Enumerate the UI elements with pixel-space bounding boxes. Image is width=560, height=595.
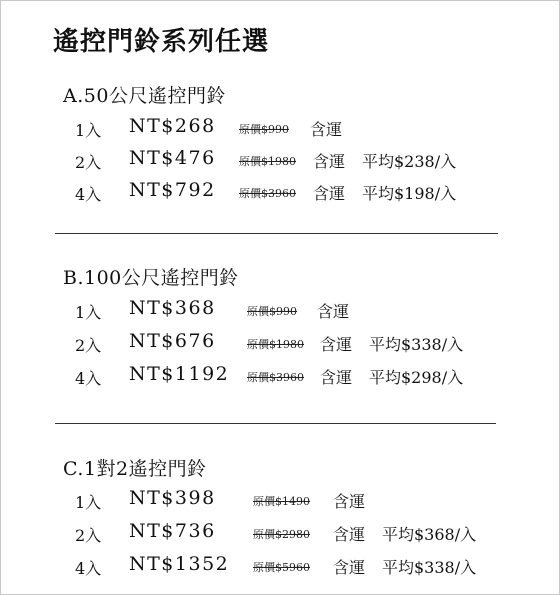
price-row [1,147,559,173]
section-divider [55,233,498,234]
price-value: NT$1352 [129,553,230,575]
quantity-label: 1入 [75,121,102,140]
price-value: NT$1192 [129,363,230,385]
price-row [1,330,559,356]
section-divider [55,423,496,424]
section-heading: B.100公尺遙控門鈴 [63,267,239,289]
original-price: 原價$990 [247,305,297,318]
quantity-label: 4入 [75,559,102,578]
average-price: 平均$368/入 [382,525,477,544]
shipping-included-label: 含運 [320,335,353,354]
price-row [1,553,559,579]
original-price: 原價$2980 [253,528,310,541]
quantity-label: 2入 [75,526,102,545]
shipping-included-label: 含運 [313,184,346,203]
quantity-label: 1入 [75,303,102,322]
price-row [1,115,559,141]
shipping-included-label: 含運 [333,558,366,577]
shipping-included-label: 含運 [333,492,366,511]
average-price: 平均$198/入 [362,184,457,203]
average-price: 平均$338/入 [369,335,464,354]
quantity-label: 2入 [75,336,102,355]
shipping-included-label: 含運 [333,525,366,544]
shipping-included-label: 含運 [317,302,350,321]
price-row [1,179,559,205]
original-price: 原價$990 [239,123,289,136]
price-row [1,363,559,389]
average-price: 平均$338/入 [382,558,477,577]
price-value: NT$398 [129,487,216,509]
price-row [1,520,559,546]
page-title: 遙控門鈴系列任選 [53,27,270,57]
original-price: 原價$1980 [247,338,304,351]
price-value: NT$476 [129,147,216,169]
original-price: 原價$5960 [253,561,310,574]
average-price: 平均$238/入 [362,152,457,171]
price-value: NT$268 [129,115,216,137]
quantity-label: 4入 [75,185,102,204]
average-price: 平均$298/入 [369,368,464,387]
price-row [1,487,559,513]
original-price: 原價$1980 [239,155,296,168]
quantity-label: 2入 [75,153,102,172]
original-price: 原價$3960 [239,187,296,200]
price-value: NT$676 [129,330,216,352]
original-price: 原價$1490 [253,495,310,508]
section-heading: C.1對2遙控門鈴 [63,458,207,480]
shipping-included-label: 含運 [310,120,343,139]
price-value: NT$368 [129,297,216,319]
quantity-label: 4入 [75,369,102,388]
price-value: NT$736 [129,520,216,542]
price-value: NT$792 [129,179,216,201]
quantity-label: 1入 [75,493,102,512]
original-price: 原價$3960 [247,371,304,384]
section-heading: A.50公尺遙控門鈴 [63,85,226,107]
price-row [1,297,559,323]
shipping-included-label: 含運 [320,368,353,387]
shipping-included-label: 含運 [313,152,346,171]
